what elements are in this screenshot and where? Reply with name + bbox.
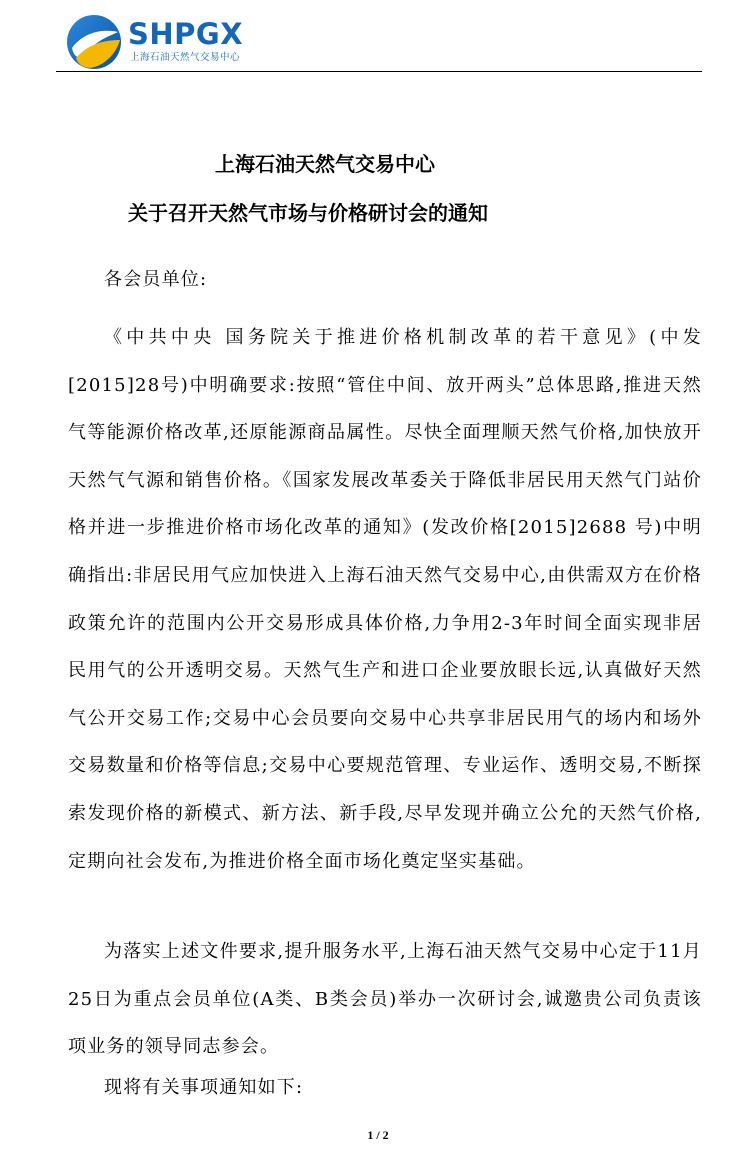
logo-subtitle: 上海石油天然气交易中心 bbox=[130, 52, 241, 63]
body-paragraph-1: 《中共中央 国务院关于推进价格机制改革的若干意见》(中发[2015]28号)中明确要求:按照“管住中间、放开两头”总体思路,推进天然气等能源价格改革,还原能源商品属性。尽快全面理顺天然气价格,加快放开天然气气源和销售价格。《国家发展改革委关于降低非居民用天然气门站价格并进一步推进价格市场化改革的通知》(发改价格[2015]2688 号)中明确指出:非居民用气应加快进入上海石油天然气交易中心,由供需双方在价格政策允许的范围内公开交易形成具体价格,力争用2-3年时间全面实现非居民用气的公开透明交易。天然气生产和进口企业要放眼长远,认真做好天然气公开交易工作;交易中心会员要向交易中心共享非居民用气的场内和场外交易数量和价格等信息;交易中心要规范管理、专业运作、透明交易,不断探索发现价格的新模式、新方法、新手段,尽早发现并确立公允的天然气价格,定期向社会发布,为推进价格全面市场化奠定坚实基础。 bbox=[68, 327, 702, 872]
salutation: 各会员单位: bbox=[104, 269, 208, 290]
shpgx-globe-logo-icon bbox=[66, 14, 122, 70]
page-number: 1 / 2 bbox=[367, 1128, 389, 1142]
header-divider bbox=[56, 71, 702, 72]
body-paragraph-3: 现将有关事项通知如下: bbox=[104, 1077, 304, 1098]
logo-wordmark: SHPGX bbox=[128, 17, 244, 51]
document-header bbox=[56, 10, 702, 72]
document-title-line-1: 上海石油天然气交易中心 bbox=[215, 152, 435, 176]
body-paragraph-2: 为落实上述文件要求,提升服务水平,上海石油天然气交易中心定于11月25日为重点会员单位(A类、B类会员)举办一次研讨会,诚邀贵公司负责该项业务的领导同志参会。 bbox=[68, 941, 702, 1058]
document-title-line-2: 关于召开天然气市场与价格研讨会的通知 bbox=[128, 201, 488, 225]
